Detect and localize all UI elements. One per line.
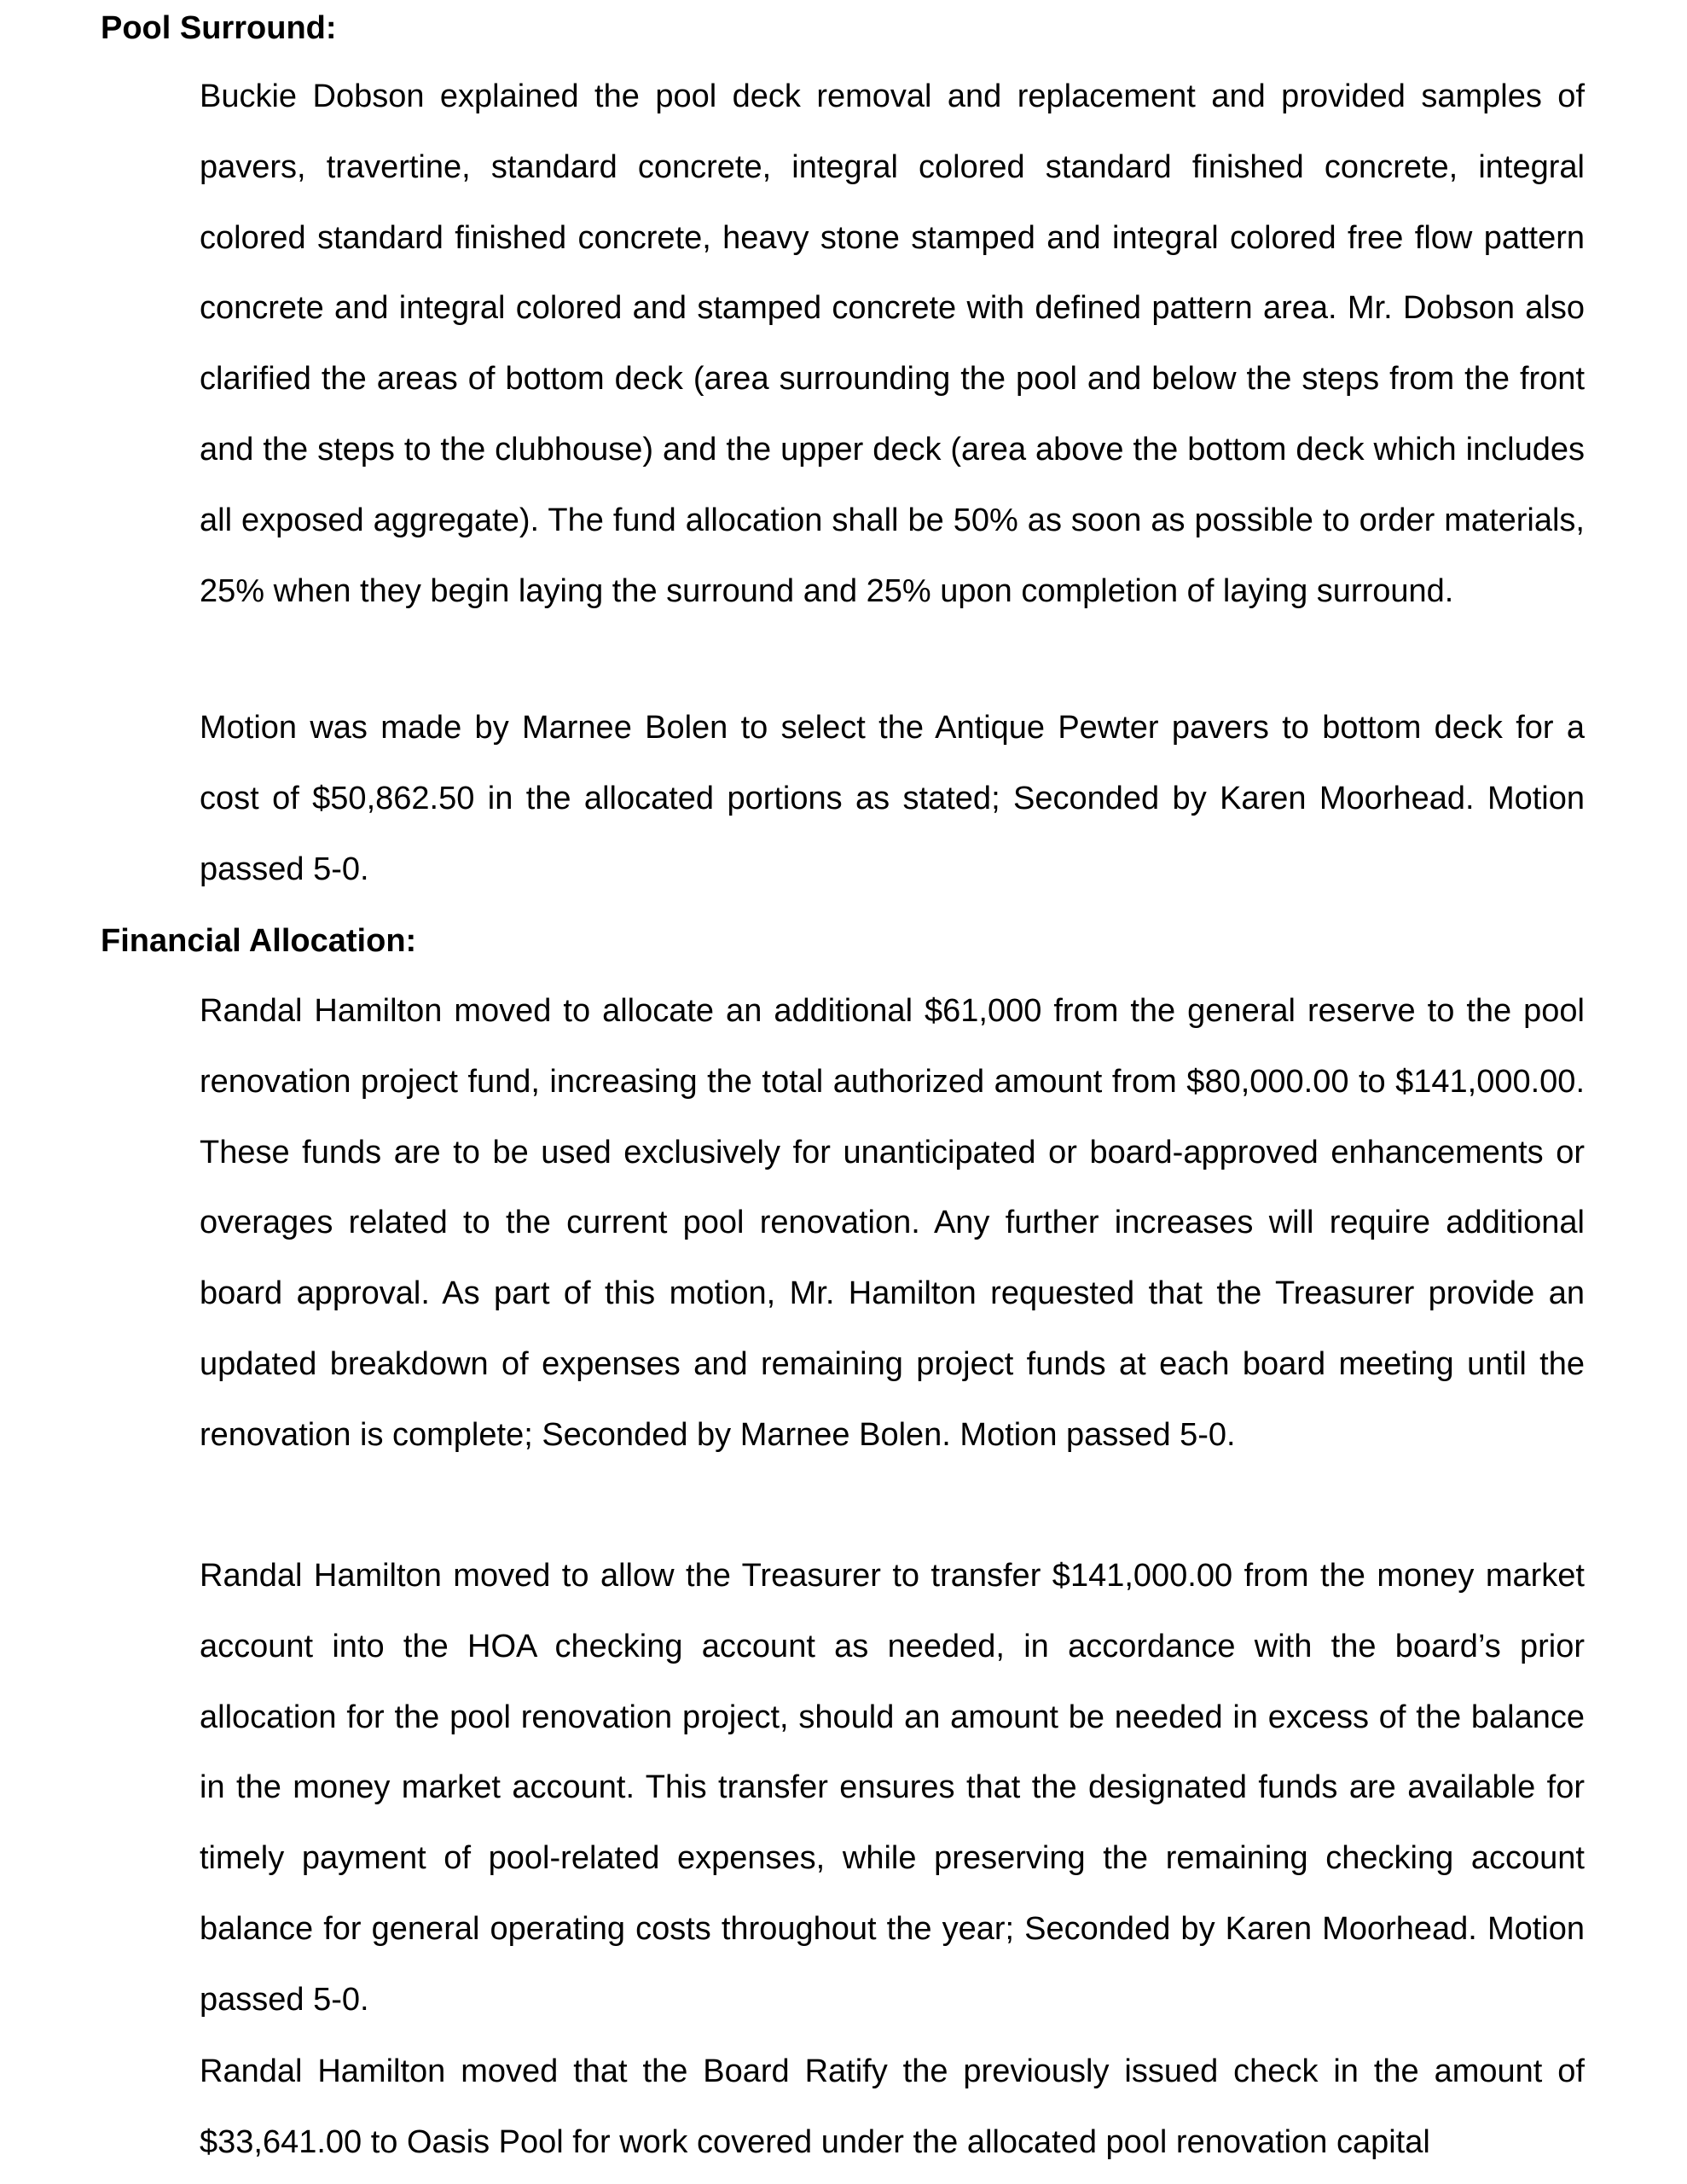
paragraph-pavers-motion: Motion was made by Marnee Bolen to select the Antique Pewter pavers to bottom deck for a cost of $50,862.50 in the allocated portions as stated; Seconded by Karen Moorhead. Motion passed 5-0. <box>200 710 1585 887</box>
paragraph-allocation-motion: Randal Hamilton moved to allocate an additional $61,000 from the general reserve to the pool renovation project fund, increasing the total authorized amount from $80,000.00 to $141,000.00. These funds are to be used exclusively for unanticipated or board-approved enhancements or overages related to the current pool renovation. Any further increases will require additional board approval. As part of this motion, Mr. Hamilton requested that the Treasurer provide an updated breakdown of expenses and remaining project funds at each board meeting until the renovation is complete; Seconded by Marnee Bolen. Motion passed 5-0. <box>200 993 1585 1453</box>
section-heading-financial-allocation: Financial Allocation: <box>101 923 417 959</box>
paragraph-transfer-motion: Randal Hamilton moved to allow the Treasurer to transfer $141,000.00 from the money market account into the HOA checking account as needed, in accordance with the board’s prior allocation for the pool renovation project, should an amount be needed in excess of the balance in the money market account. This transfer ensures that the designated funds are available for timely payment of pool-related expenses, while preserving the remaining checking account balance for general operating costs throughout the year; Seconded by Karen Moorhead. Motion passed 5-0. <box>200 1558 1585 2018</box>
paragraph-ratify-check-motion: Randal Hamilton moved that the Board Ratify the previously issued check in the amount of $33,641.00 to Oasis Pool for work covered under the allocated pool renovation capital <box>200 2053 1585 2160</box>
section-heading-pool-surround: Pool Surround: <box>101 10 337 46</box>
paragraph-pool-deck-explanation: Buckie Dobson explained the pool deck removal and replacement and provided samples of pavers, travertine, standard concrete, integral colored standard finished concrete, integral colored standard finished concrete, heavy stone stamped and integral colored free flow pattern concrete and integral colored and stamped concrete with defined pattern area. Mr. Dobson also clarified the areas of bottom deck (area surrounding the pool and below the steps from the front and the steps to the clubhouse) and the upper deck (area above the bottom deck which includes all exposed aggregate). The fund allocation shall be 50% as soon as possible to order materials, 25% when they begin laying the surround and 25% upon completion of laying surround. <box>200 78 1585 609</box>
